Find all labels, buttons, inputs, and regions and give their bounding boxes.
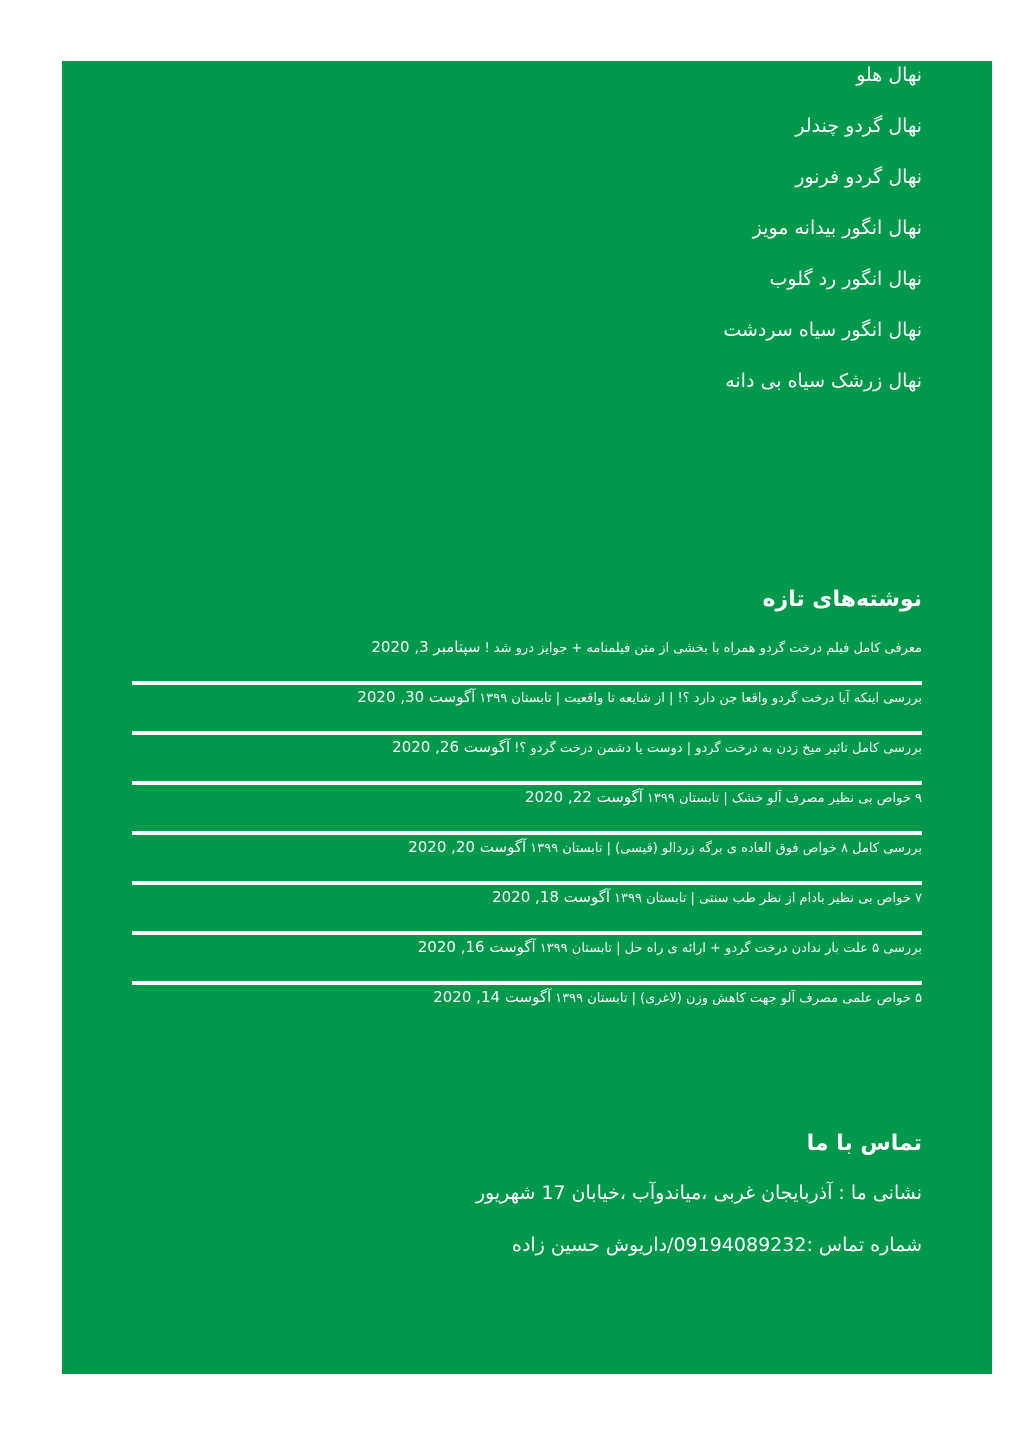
recent-post-date: آگوست 18, 2020: [492, 888, 611, 906]
recent-posts-title: نوشته‌های تازه: [762, 587, 922, 612]
product-list-item: [132, 316, 922, 367]
footer-inner: [132, 61, 922, 1256]
contact-phone: شماره تماس :09194089232/داریوش حسین زاده: [511, 1234, 922, 1256]
recent-post-link[interactable]: بررسی کامل تاثیر میخ زدن به درخت گردو | دوست یا دشمن درخت گردو ؟!: [514, 741, 922, 756]
product-link-grape-red-globe[interactable]: نهال انگور رد گلوب: [769, 268, 922, 290]
product-link-walnut-fernor[interactable]: نهال گردو فرنور: [795, 166, 922, 188]
recent-post-date: آگوست 22, 2020: [524, 788, 643, 806]
recent-post-link[interactable]: ۹ خواص بی نظیر مصرف آلو خشک | تابستان ۱۳۹۹: [646, 791, 922, 806]
product-link-grape-seedless-raisin[interactable]: نهال انگور بیدانه مویز: [752, 217, 922, 239]
product-list-item: [132, 367, 922, 418]
contact-address: نشانی ما : آذربایجان غربی ،میاندوآب ،خیابان 17 شهریور: [475, 1182, 922, 1204]
recent-posts-list: [132, 635, 922, 1031]
footer-panel: [62, 61, 992, 1374]
recent-post-item: [132, 835, 922, 885]
contact-title: تماس با ما: [806, 1131, 922, 1156]
recent-post-date: آگوست 16, 2020: [417, 938, 536, 956]
recent-post-date: آگوست 20, 2020: [408, 838, 527, 856]
recent-post-date: سپتامبر 3, 2020: [371, 638, 481, 656]
product-link-list: [132, 61, 922, 418]
recent-post-date: آگوست 30, 2020: [357, 688, 476, 706]
recent-post-item: [132, 635, 922, 685]
product-link-walnut-chandler[interactable]: نهال گردو چندلر: [795, 115, 922, 137]
contact-info-list: [132, 1179, 922, 1283]
recent-post-item: [132, 735, 922, 785]
recent-post-link[interactable]: ۵ خواص علمی مصرف آلو جهت کاهش وزن (لاغری) | تابستان ۱۳۹۹: [555, 991, 922, 1006]
recent-post-link[interactable]: ۷ خواص بی نظیر بادام از نظر طب سنتی | تابستان ۱۳۹۹: [614, 891, 922, 906]
product-link-grape-black-sardasht[interactable]: نهال انگور سیاه سردشت: [723, 319, 922, 341]
product-list-item: [132, 163, 922, 214]
recent-post-date: آگوست 26, 2020: [392, 738, 511, 756]
recent-post-link[interactable]: بررسی اینکه آیا درخت گردو واقعا جن دارد ؟! | از شایعه تا واقعیت | تابستان ۱۳۹۹: [479, 691, 922, 706]
recent-post-link[interactable]: بررسی ۵ علت بار ندادن درخت گردو + ارائه ی راه حل | تابستان ۱۳۹۹: [539, 941, 922, 956]
recent-post-date: آگوست 14, 2020: [433, 988, 552, 1006]
recent-post-link[interactable]: بررسی کامل ۸ خواص فوق العاده ی برگه زردالو (قیسی) | تابستان ۱۳۹۹: [530, 841, 922, 856]
recent-post-item: [132, 935, 922, 985]
recent-post-item: [132, 885, 922, 935]
product-list-item: [132, 265, 922, 316]
recent-post-item: [132, 985, 922, 1031]
product-link-barberry-seedless[interactable]: نهال زرشک سیاه بی دانه: [725, 370, 922, 392]
recent-post-item: [132, 785, 922, 835]
product-list-item: [132, 214, 922, 265]
product-list-item: [132, 61, 922, 112]
product-link-peach[interactable]: نهال هلو: [856, 64, 922, 86]
recent-post-item: [132, 685, 922, 735]
product-list-item: [132, 112, 922, 163]
recent-post-link[interactable]: معرفی کامل فیلم درخت گردو همراه با بخشی از متن فیلمنامه + جوایز درو شد !: [484, 641, 922, 656]
